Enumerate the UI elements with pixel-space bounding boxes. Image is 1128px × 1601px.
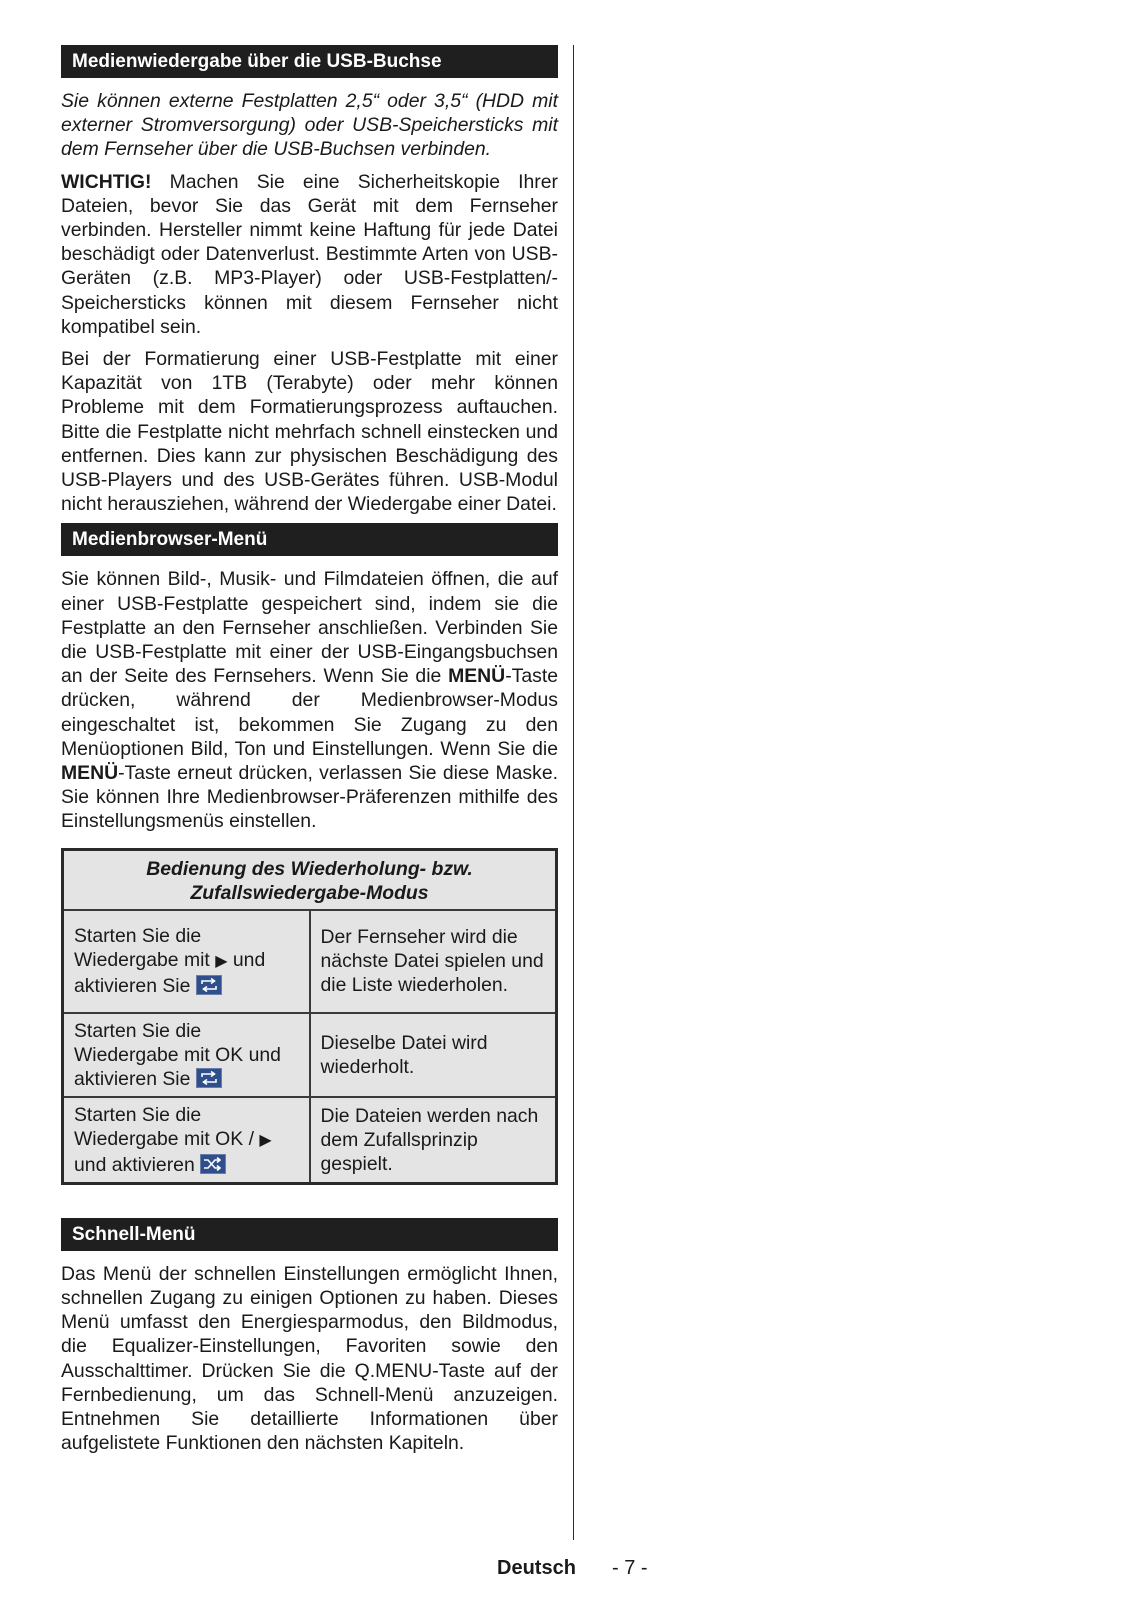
browser-text bbox=[61, 567, 558, 833]
table-row bbox=[63, 910, 557, 1013]
section-heading-browser: Medienbrowser-Menü bbox=[61, 523, 558, 556]
browser-text-3: -Taste erneut drücken, verlassen Sie diese Maske. Sie können Ihre Medienbrowser-Präferenzen mithilfe des Einstellungsmenüs einstellen. bbox=[61, 762, 558, 833]
repeat-icon bbox=[196, 1068, 222, 1088]
repeat-icon bbox=[196, 975, 222, 995]
table-row bbox=[63, 1013, 557, 1097]
table-cell-result: Dieselbe Datei wird wiederholt. bbox=[310, 1013, 557, 1097]
play-icon: ▶ bbox=[215, 953, 228, 971]
warning-label: WICHTIG! bbox=[61, 170, 152, 193]
menu-key-2: MENÜ bbox=[61, 762, 119, 785]
column-divider bbox=[573, 45, 574, 1540]
usb-format-note: Bei der Formatierung einer USB-Festplatte mit einer Kapazität von 1TB (Terabyte) oder mehr können Probleme mit dem Formatierungsprozess auftauchen. Bitte die Festplatte nicht mehrfach schnell einstecken und entfernen. Dies kann zur physischen Beschädigung des USB-Players und des USB-Gerätes führen. USB-Modul nicht herausziehen, während der Wiedergabe einer Datei. bbox=[61, 348, 558, 516]
table-cell-instruction bbox=[63, 1097, 310, 1184]
browser-text-2: -Taste drücken, während der Medienbrowser-Modus eingeschaltet ist, bekommen Sie Zugang zu den Menüoptionen Bild, Ton und Einstellungen. Wenn Sie die bbox=[61, 665, 558, 760]
shuffle-icon bbox=[200, 1154, 226, 1174]
table-cell-result: Die Dateien werden nach dem Zufallsprinzip gespielt. bbox=[310, 1097, 557, 1184]
menu-key-1: MENÜ bbox=[448, 665, 506, 688]
cell-text: und aktivieren Sie bbox=[74, 949, 266, 998]
table-cell-result: Der Fernseher wird die nächste Datei spielen und die Liste wiederholen. bbox=[310, 910, 557, 1013]
browser-text-1: Sie können Bild-, Musik- und Filmdateien öffnen, die auf einer USB-Festplatte gespeichert sind, indem sie die Festplatte an den Fernseher anschließen. Verbinden Sie die USB-Festplatte mit einer der USB-Eingangsbuchsen an der Seite des Fernsehers. Wenn Sie die bbox=[61, 568, 558, 688]
table-cell-instruction bbox=[63, 910, 310, 1013]
page-number: - 7 - bbox=[612, 1557, 648, 1579]
cell-text: und aktivieren bbox=[74, 1153, 201, 1176]
table-header-row bbox=[63, 849, 557, 910]
footer-language: Deutsch bbox=[497, 1557, 576, 1579]
warning-text: Machen Sie eine Sicherheitskopie Ihrer Dateien, bevor Sie das Gerät mit dem Fernseher verbinden. Hersteller nimmt keine Haftung für jede Datei beschädigt oder Datenverlust. Bestimmte Arten von USB-Geräten (z.B. MP3-Player) oder USB-Festplatten/-Speichersticks können mit diesem Fernseher nicht kompatibel sein. bbox=[61, 170, 558, 338]
cell-text: Starten Sie die Wiedergabe mit OK und aktivieren Sie bbox=[74, 1019, 281, 1090]
cell-text: Starten Sie die Wiedergabe mit bbox=[74, 925, 216, 972]
cell-text: Starten Sie die Wiedergabe mit OK / bbox=[74, 1103, 260, 1150]
quick-menu-text: Das Menü der schnellen Einstellungen ermöglicht Ihnen, schnellen Zugang zu einigen Optionen zu haben. Dieses Menü umfasst den Energiesparmodus, den Bildmodus, die Equalizer-Einstellungen, Favoriten sowie den Ausschalttimer. Drücken Sie die Q.MENU-Taste auf der Fernbedienung, um das Schnell-Menü anzuzeigen. Entnehmen Sie detaillierte Informationen über aufgelistete Funktionen den nächsten Kapiteln. bbox=[61, 1262, 558, 1455]
section-heading-quick: Schnell-Menü bbox=[61, 1218, 558, 1251]
table-row bbox=[63, 1097, 557, 1184]
section-heading-usb: Medienwiedergabe über die USB-Buchse bbox=[61, 45, 558, 78]
usb-intro: Sie können externe Festplatten 2,5“ oder 3,5“ (HDD mit externer Stromversorgung) oder USB-Speichersticks mit dem Fernseher über die USB-Buchsen verbinden. bbox=[61, 90, 558, 161]
table-cell-instruction bbox=[63, 1013, 310, 1097]
play-icon: ▶ bbox=[259, 1131, 272, 1149]
usb-warning bbox=[61, 170, 558, 339]
repeat-mode-table bbox=[61, 848, 558, 1185]
main-column bbox=[61, 45, 558, 1455]
table-header: Bedienung des Wiederholung- bzw. Zufallswiedergabe-Modus bbox=[63, 849, 557, 910]
